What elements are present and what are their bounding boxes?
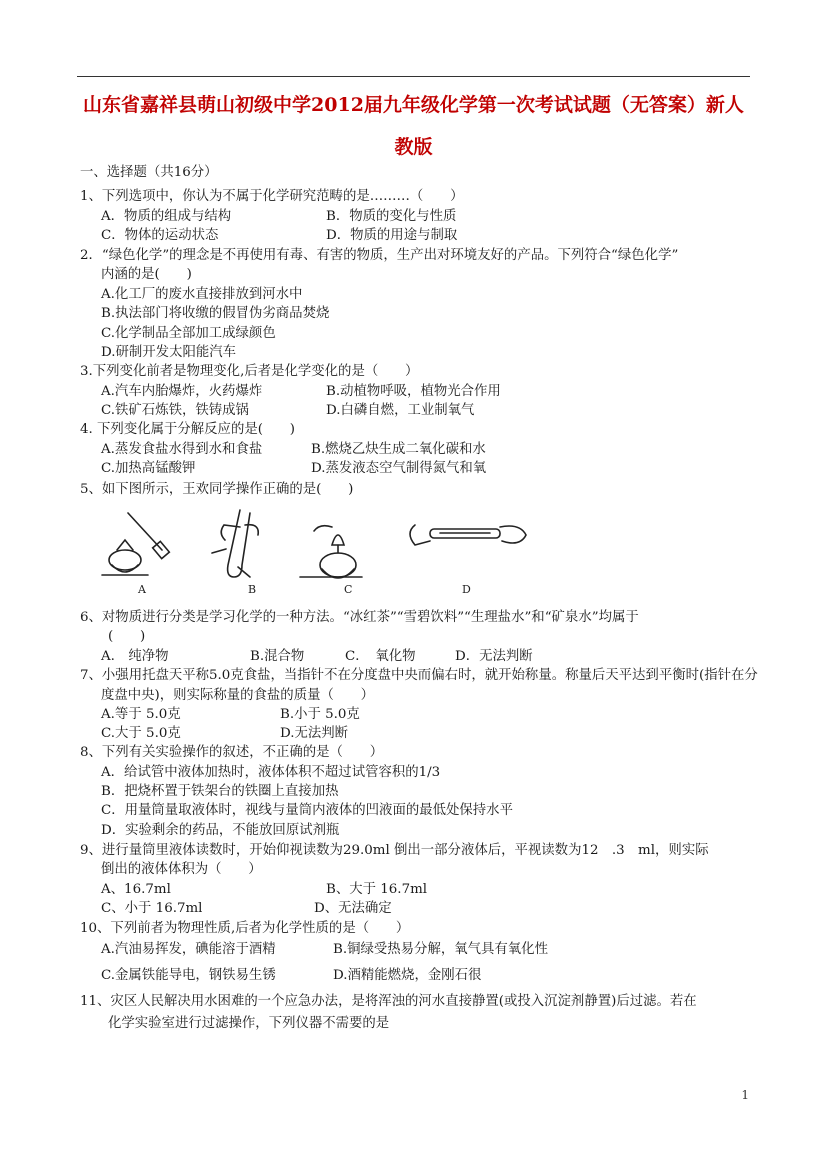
document-title-line1: 山东省嘉祥县萌山初级中学2012届九年级化学第一次考试试题（无答案）新人	[83, 94, 744, 116]
option-line: C.金属铁能导电，钢铁易生锈	[101, 968, 276, 983]
question-9: 9、进行量筒里液体读数时，开始仰视读数为29.0ml 倒出一部分液体后，平视读数为12 .3 ml，则实际	[80, 843, 709, 858]
option-line: C.化学制品全部加工成绿颜色	[101, 326, 276, 341]
option-line: C． 氧化物	[345, 649, 416, 664]
document-title-line2: 教版	[394, 136, 433, 158]
figure-d-drawing	[410, 525, 526, 545]
option-line: A. 纯净物	[101, 649, 169, 664]
option-line: D．实验剩余的药品，不能放回原试剂瓶	[101, 823, 340, 838]
question-line: 内涵的是( )	[101, 267, 192, 282]
option-line: D.酒精能燃烧，金刚石很	[333, 968, 482, 983]
option-line: C．用量筒量取液体时，视线与量筒内液体的凹液面的最低处保持水平	[101, 803, 513, 818]
option-line: B.燃烧乙炔生成二氧化碳和水	[311, 442, 486, 457]
option-line: C.大于 5.0克	[101, 726, 181, 741]
figure-b-drawing	[212, 510, 258, 577]
option-line: B.执法部门将收缴的假冒伪劣商品焚烧	[101, 306, 330, 321]
option-line: A．给试管中液体加热时，液体体积不超过试管容积的1/3	[101, 765, 441, 780]
question-8: 8、下列有关实验操作的叙述，不正确的是（ ）	[80, 745, 384, 760]
figure-a-drawing	[102, 513, 169, 575]
option-line: D．无法判断	[455, 649, 533, 664]
section-heading: 一、选择题（共16分）	[80, 165, 218, 180]
option-line: A．物质的组成与结构	[101, 209, 232, 224]
question-1: 1、下列选项中，你认为不属于化学研究范畴的是………（ ）	[80, 189, 464, 204]
question-3: 3.下列变化前者是物理变化,后者是化学变化的是（ ）	[80, 364, 419, 379]
question-line: 倒出的液体体积为（ ）	[101, 862, 262, 877]
option-line: D.研制开发太阳能汽车	[101, 345, 237, 360]
question-7: 7、小强用托盘天平称5.0克食盐，当指针不在分度盘中央而偏右时，就开始称量。称量后天平达到平衡时(指针在分	[80, 668, 758, 683]
option-line: B．物质的变化与性质	[326, 209, 457, 224]
option-line: B.混合物	[250, 649, 305, 664]
question-line: 化学实验室进行过滤操作，下列仪器不需要的是	[108, 1016, 390, 1031]
question-6: 6、对物质进行分类是学习化学的一种方法。“冰红茶”“雪碧饮料”“生理盐水”和“矿泉水”均属于	[80, 610, 639, 625]
option-line: C.铁矿石炼铁，铁铸成锅	[101, 403, 249, 418]
option-line: C、小于 16.7ml	[101, 901, 203, 916]
figure-label-b: B	[248, 583, 257, 596]
figure-c-drawing	[300, 526, 362, 578]
option-line: A.等于 5.0克	[101, 707, 181, 722]
option-line: D、无法确定	[314, 901, 392, 916]
option-line: C.加热高锰酸钾	[101, 461, 196, 476]
option-line: B.动植物呼吸，植物光合作用	[326, 384, 501, 399]
option-line: D.白磷自燃，工业制氧气	[326, 403, 475, 418]
figure-label-d: D	[462, 583, 471, 596]
question-5: 5、如下图所示，王欢同学操作正确的是( )	[80, 482, 354, 497]
question-line: 度盘中央)，则实际称量的食盐的质量（ ）	[101, 688, 375, 703]
option-line: D.无法判断	[280, 726, 349, 741]
option-line: B.铜绿受热易分解，氧气具有氧化性	[333, 942, 548, 957]
figure-label-c: C	[344, 583, 353, 596]
option-line: C．物体的运动状态	[101, 228, 219, 243]
page-number: 1	[741, 1088, 749, 1102]
option-line: A.化工厂的废水直接排放到河水中	[101, 287, 303, 302]
option-line: A.蒸发食盐水得到水和食盐	[101, 442, 263, 457]
option-line: D．物质的用途与制取	[326, 228, 458, 243]
option-line: A.汽油易挥发，碘能溶于酒精	[101, 942, 276, 957]
option-line: A.汽车内胎爆炸，火药爆炸	[101, 384, 263, 399]
figure-label-a: A	[138, 583, 146, 596]
question-10: 10、下列前者为物理性质,后者为化学性质的是（ ）	[80, 921, 410, 936]
question-2: 2．“绿色化学”的理念是不再使用有毒、有害的物质，生产出对环境友好的产品。下列符合“绿色化学”	[80, 248, 679, 263]
header-rule	[77, 76, 750, 77]
option-line: B．把烧杯置于铁架台的铁圈上直接加热	[101, 784, 339, 799]
question-4: 4. 下列变化属于分解反应的是( )	[80, 422, 295, 437]
option-line: D.蒸发液态空气制得氮气和氧	[311, 461, 487, 476]
question-11: 11、灾区人民解决用水困难的一个应急办法，是将浑浊的河水直接静置(或投入沉淀剂静置)后过滤。若在	[80, 994, 697, 1009]
option-line: B.小于 5.0克	[280, 707, 360, 722]
option-line: A、16.7ml	[101, 882, 171, 897]
question-line: ( )	[108, 629, 146, 644]
lab-operations-figure	[100, 505, 615, 599]
option-line: B、大于 16.7ml	[326, 882, 428, 897]
